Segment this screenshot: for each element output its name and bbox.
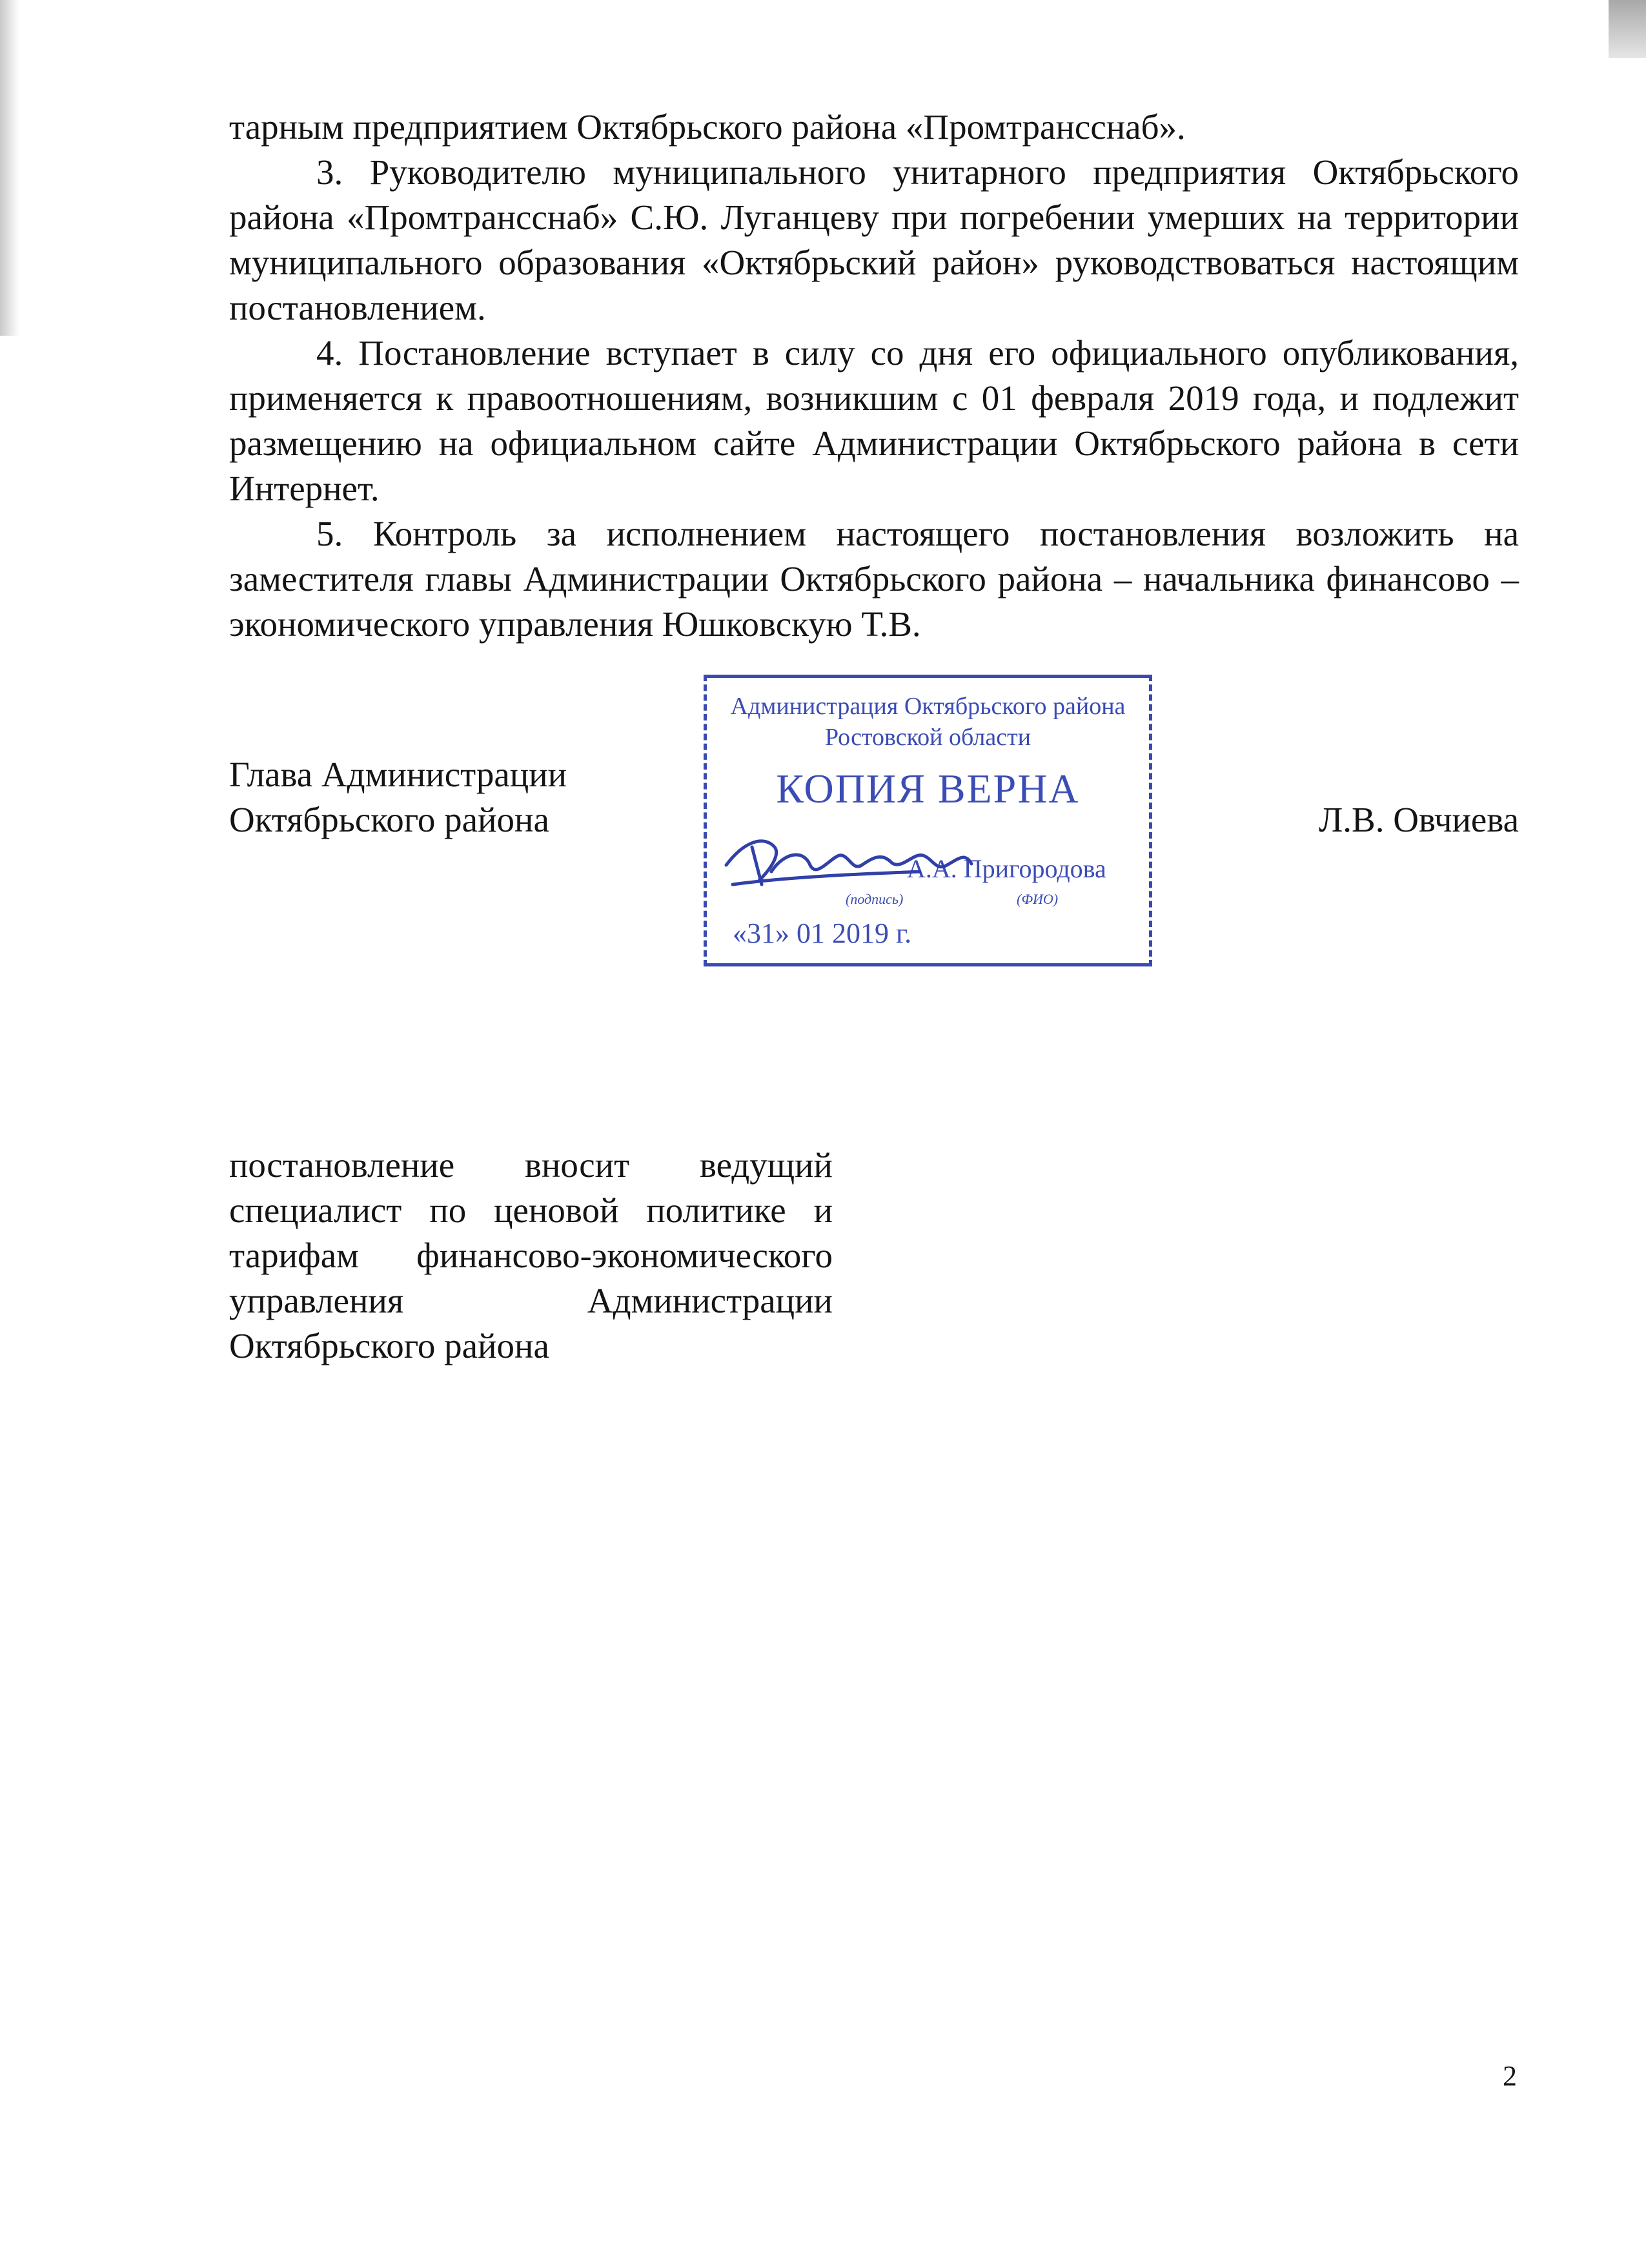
signatory-title: Глава Администрации Октябрьского района [229, 755, 567, 839]
scan-corner-mark [1609, 0, 1646, 58]
paragraph-5: 5. Контроль за исполнением настоящего постановления возложить на заместителя главы Администрации Октябрьского района – начальника финансово – экономического управления Юшковскую Т.В. [229, 514, 1519, 644]
page-number: 2 [1503, 2060, 1517, 2092]
paragraph-continuation: тарным предприятием Октябрьского района «Промтрансснаб». [229, 107, 1186, 147]
stamp-name-caption: (ФИО) [1017, 891, 1059, 907]
stamp-name: А.А. Пригородова [907, 854, 1106, 883]
stamp-signature-caption: (подпись) [846, 891, 904, 907]
footer-note-text: постановление вносит ведущий специалист по ценовой политике и тарифам финансово-экономического управления Администрации Октябрьского района [229, 1145, 833, 1365]
handwritten-signature [707, 678, 1155, 970]
paragraph-4: 4. Постановление вступает в силу со дня его официального опубликования, применяется к правоотношениям, возникшим с 01 февраля 2019 года, и подлежит размещению на официальном сайте Администрации Октябрьского района в сети Интернет. [229, 333, 1519, 508]
copy-certification-stamp [704, 675, 1152, 966]
document-body [229, 105, 1519, 647]
stamp-organization: Администрация Октябрьского района Ростовской области [730, 693, 1126, 751]
stamp-title: КОПИЯ ВЕРНА [776, 766, 1080, 812]
paragraph-3: 3. Руководителю муниципального унитарного предприятия Октябрьского района «Промтрансснаб» С.Ю. Луганцеву при погребении умерших на территории муниципального образования «Октябрьский район» руководствоваться настоящим постановлением. [229, 152, 1519, 327]
signatory-name: Л.В. Овчиева [1319, 800, 1519, 839]
stamp-date: «31» 01 2019 г. [733, 917, 912, 949]
scan-page-edge-shadow [0, 0, 19, 336]
footer-note [229, 1143, 833, 1369]
